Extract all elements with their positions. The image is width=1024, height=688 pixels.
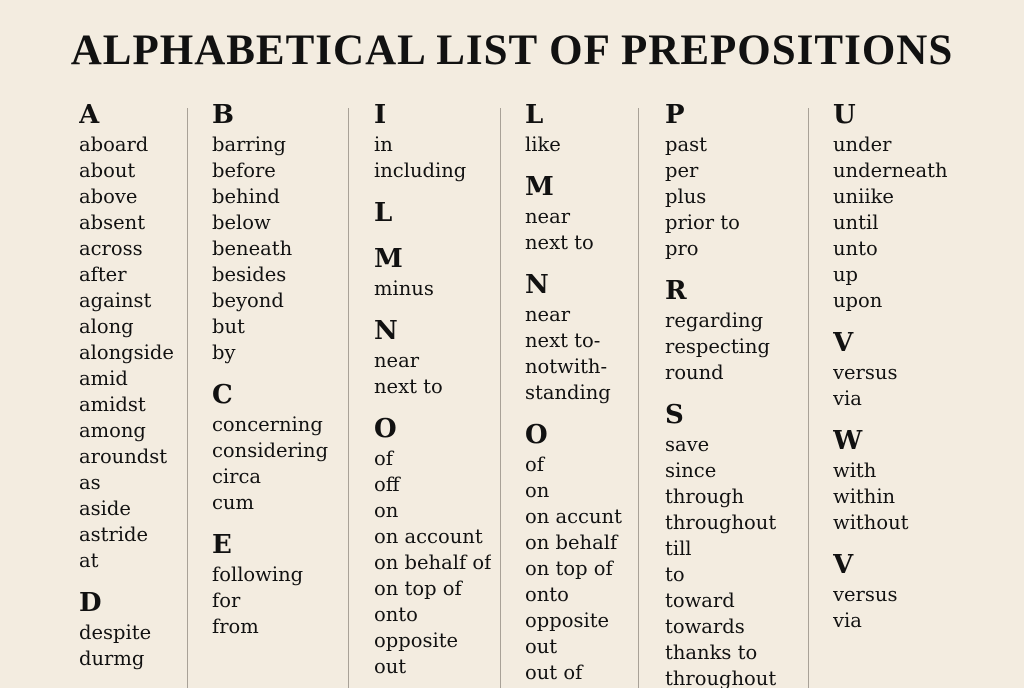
preposition-item: near [525, 205, 571, 228]
preposition-item: about [79, 159, 136, 182]
preposition-item: despite [79, 621, 152, 644]
preposition-item: out [525, 635, 558, 658]
preposition-item: of [525, 453, 544, 476]
letter-heading: M [525, 172, 554, 202]
preposition-item: per [665, 159, 699, 182]
preposition-item: onto [374, 603, 418, 626]
letter-group [374, 184, 491, 230]
letter-heading: A [79, 100, 100, 130]
preposition-item: from [212, 615, 259, 638]
preposition-item: aroundst [79, 445, 168, 468]
preposition-item: amidst [79, 393, 146, 416]
preposition-item: next to [525, 231, 594, 254]
group-spacer [833, 314, 948, 326]
letter-group [665, 386, 776, 688]
preposition-item: opposite [374, 629, 459, 652]
letter-group [79, 98, 174, 574]
preposition-item: next to- [525, 329, 601, 352]
preposition-item: past [665, 133, 707, 156]
preposition-item: uniike [833, 185, 894, 208]
group-spacer [374, 230, 491, 242]
letter-group [374, 230, 491, 302]
letter-group [212, 98, 328, 366]
letter-heading: U [833, 100, 856, 130]
letter-group [212, 366, 328, 516]
letter-group [374, 400, 491, 680]
column-2 [212, 98, 328, 688]
preposition-item: beyond [212, 289, 284, 312]
letter-heading: L [525, 100, 544, 130]
group-spacer [525, 158, 622, 170]
preposition-item: above [79, 185, 138, 208]
preposition-item: aside [79, 497, 131, 520]
preposition-item: prior to [665, 211, 740, 234]
preposition-item: regarding [665, 309, 764, 332]
letter-group [833, 98, 948, 314]
column-4 [525, 98, 622, 688]
letter-heading: L [374, 198, 393, 228]
group-spacer [833, 412, 948, 424]
preposition-item: near [374, 349, 420, 372]
preposition-item: since [665, 459, 717, 482]
preposition-item: till [665, 537, 692, 560]
preposition-item: via [833, 387, 862, 410]
letter-group [79, 574, 174, 672]
preposition-item: for [212, 589, 241, 612]
preposition-item: notwith- [525, 355, 608, 378]
column-1 [79, 98, 174, 688]
letter-heading: O [525, 420, 548, 450]
preposition-item: in [374, 133, 393, 156]
preposition-item: on behalf [525, 531, 618, 554]
preposition-item: on top of [374, 577, 462, 600]
preposition-item: until [833, 211, 879, 234]
letter-heading: B [212, 100, 234, 130]
letter-group [833, 412, 948, 536]
letter-heading: I [374, 100, 387, 130]
preposition-item: circa [212, 465, 262, 488]
column-5 [665, 98, 776, 688]
letter-heading: O [374, 414, 397, 444]
preposition-item: amid [79, 367, 128, 390]
column-divider [808, 108, 809, 688]
letter-heading: P [665, 100, 685, 130]
preposition-item: next to [374, 375, 443, 398]
preposition-item: off [374, 473, 400, 496]
letter-group [374, 302, 491, 400]
group-spacer [212, 366, 328, 378]
preposition-item: barring [212, 133, 287, 156]
preposition-item: alongside [79, 341, 174, 364]
letter-heading: N [374, 316, 398, 346]
letter-group [525, 256, 622, 406]
preposition-item: minus [374, 277, 434, 300]
preposition-item: up [833, 263, 859, 286]
letter-heading: W [833, 426, 863, 456]
preposition-item: including [374, 159, 467, 182]
preposition-item: concerning [212, 413, 323, 436]
preposition-item: astride [79, 523, 149, 546]
preposition-item: absent [79, 211, 146, 234]
preposition-item: out of [525, 661, 583, 684]
group-spacer [374, 302, 491, 314]
preposition-item: standing [525, 381, 611, 404]
preposition-item: under [833, 133, 892, 156]
preposition-item: behind [212, 185, 280, 208]
preposition-item: on [374, 499, 399, 522]
preposition-item: on accunt [525, 505, 622, 528]
preposition-item: at [79, 549, 99, 572]
letter-group [665, 262, 776, 386]
preposition-item: like [525, 133, 561, 156]
preposition-item: unto [833, 237, 878, 260]
preposition-item: by [212, 341, 236, 364]
letter-group [833, 314, 948, 412]
preposition-item: opposite [525, 609, 610, 632]
preposition-item: below [212, 211, 271, 234]
preposition-item: on behalf of [374, 551, 492, 574]
preposition-item: before [212, 159, 276, 182]
preposition-item: of [374, 447, 393, 470]
preposition-item: cum [212, 491, 254, 514]
page-title: ALPHABETICAL LIST OF PREPOSITIONS [70, 27, 954, 74]
preposition-item: toward [665, 589, 735, 612]
letter-group [525, 98, 622, 158]
letter-group [525, 158, 622, 256]
letter-heading: C [212, 380, 233, 410]
group-spacer [79, 574, 174, 586]
preposition-item: following [212, 563, 304, 586]
preposition-item: respecting [665, 335, 770, 358]
letter-heading: V [833, 550, 854, 580]
letter-group [525, 406, 622, 686]
preposition-item: plus [665, 185, 707, 208]
preposition-item: but [212, 315, 245, 338]
preposition-item: versus [833, 361, 898, 384]
preposition-item: along [79, 315, 134, 338]
group-spacer [212, 516, 328, 528]
preposition-item: after [79, 263, 127, 286]
preposition-item: underneath [833, 159, 948, 182]
preposition-item: on [525, 479, 550, 502]
preposition-item: considering [212, 439, 329, 462]
preposition-item: via [833, 609, 862, 632]
preposition-item: pro [665, 237, 699, 260]
preposition-item: aboard [79, 133, 149, 156]
preposition-item: on account [374, 525, 483, 548]
group-spacer [525, 256, 622, 268]
preposition-item: within [833, 485, 896, 508]
preposition-item: against [79, 289, 152, 312]
preposition-item: throughout [665, 667, 777, 688]
preposition-item: through [665, 485, 745, 508]
preposition-item: save [665, 433, 710, 456]
preposition-item: towards [665, 615, 745, 638]
preposition-item: on top of [525, 557, 613, 580]
letter-heading: S [665, 400, 684, 430]
preposition-item: out [374, 655, 407, 678]
letter-heading: N [525, 270, 549, 300]
preposition-item: besides [212, 263, 287, 286]
group-spacer [374, 400, 491, 412]
column-divider [187, 108, 188, 688]
preposition-item: durmg [79, 647, 145, 670]
letter-heading: V [833, 328, 854, 358]
letter-group [374, 98, 491, 184]
column-divider [500, 108, 501, 688]
preposition-item: round [665, 361, 724, 384]
column-3 [374, 98, 491, 688]
preposition-item: onto [525, 583, 569, 606]
letter-heading: R [665, 276, 687, 306]
group-spacer [833, 536, 948, 548]
letter-heading: E [212, 530, 232, 560]
letter-group [212, 516, 328, 640]
preposition-item: near [525, 303, 571, 326]
letter-group [833, 536, 948, 634]
column-divider [638, 108, 639, 688]
letter-heading: D [79, 588, 102, 618]
group-spacer [525, 406, 622, 418]
preposition-item: to [665, 563, 685, 586]
preposition-item: beneath [212, 237, 293, 260]
group-spacer [665, 262, 776, 274]
preposition-item: without [833, 511, 909, 534]
group-spacer [665, 386, 776, 398]
group-spacer [374, 184, 491, 196]
preposition-item: among [79, 419, 146, 442]
preposition-item: thanks to [665, 641, 758, 664]
preposition-item: as [79, 471, 101, 494]
column-divider [348, 108, 349, 688]
preposition-item: versus [833, 583, 898, 606]
column-6 [833, 98, 948, 688]
letter-group [665, 98, 776, 262]
preposition-item: with [833, 459, 877, 482]
preposition-item: across [79, 237, 143, 260]
preposition-item: upon [833, 289, 883, 312]
letter-heading: M [374, 244, 403, 274]
preposition-item: throughout [665, 511, 777, 534]
